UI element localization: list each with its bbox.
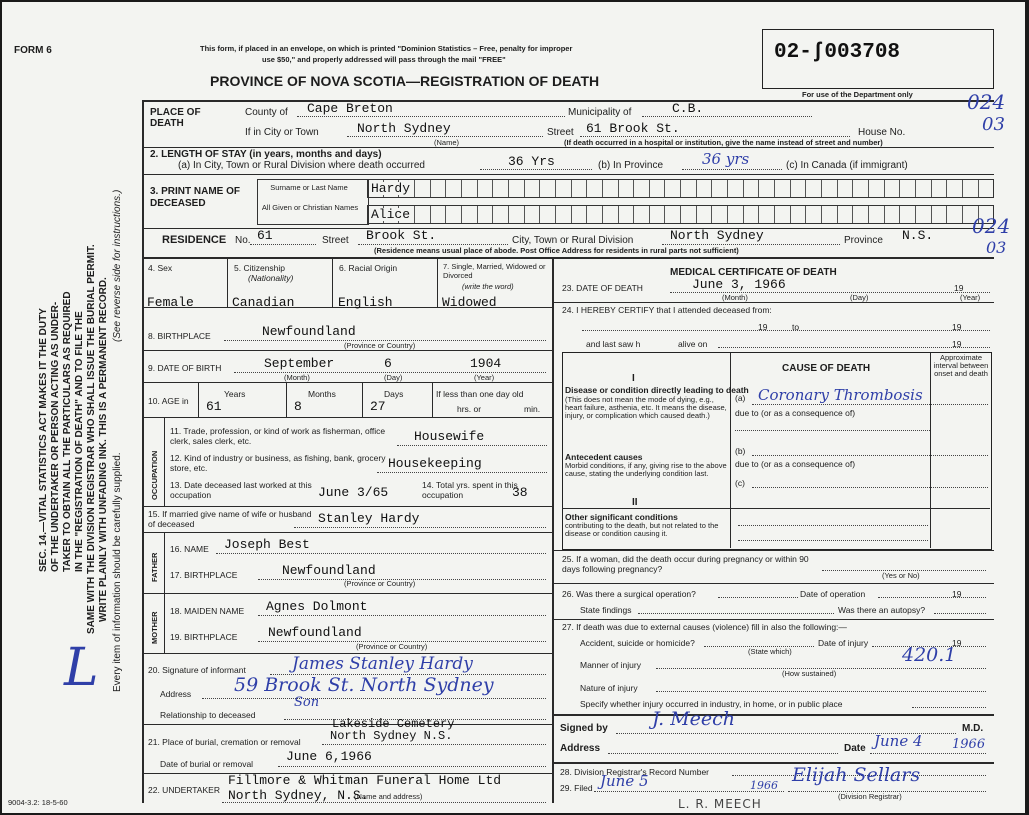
ln <box>142 506 552 507</box>
sidebar-text-1: SEC. 14.—VITAL STATISTICS ACT MAKES IT THE DUTY <box>38 308 49 572</box>
dotline <box>297 116 565 117</box>
sidebar-text-3: TAKER TO OBTAIN ALL THE PARTICULARS AS REQUIRED <box>62 291 73 572</box>
q29-label: 29. Filed <box>560 783 593 793</box>
q25-label: 25. If a woman, did the death occur during pregnancy or within 90 days following pregnancy? <box>562 554 809 574</box>
dotline <box>202 698 546 699</box>
dotline <box>718 597 798 598</box>
spouse-label: 15. If married give name of wife or husband of deceased <box>148 509 312 529</box>
stay-b-label: (b) In Province <box>598 160 664 171</box>
residence-street-label: Street <box>322 235 349 246</box>
ln <box>930 353 931 548</box>
residence-province-label: Province <box>844 235 883 246</box>
how-sustained-caption: (How sustained) <box>782 669 837 678</box>
date-signed-year: 1966 <box>952 737 986 752</box>
ln <box>142 593 552 594</box>
undertaker-address: North Sydney, N.S. <box>228 788 369 803</box>
sidebar-text-6: WRITE PLAINLY WITH UNFADING INK. THIS IS A PERMANENT RECORD. <box>98 277 109 622</box>
age-hrs-label: hrs. or <box>457 404 482 414</box>
dod-value: June 3, 1966 <box>692 277 786 292</box>
dotline <box>594 791 784 792</box>
last-saw-label: and last saw h <box>586 339 641 349</box>
ln <box>437 258 438 308</box>
surname-boxes <box>367 179 994 198</box>
rule-4 <box>142 257 994 259</box>
dob-year: 1904 <box>470 356 502 371</box>
ln <box>164 418 165 506</box>
q27-label: 27. If death was due to external causes (violence) fill in also the following:— <box>562 622 847 632</box>
burial-place-label: 21. Place of burial, cremation or removal <box>148 737 301 747</box>
house-label: House No. <box>858 127 906 138</box>
birthplace-label: 8. BIRTHPLACE <box>148 331 211 341</box>
residence-code-1: 024 <box>972 214 1011 238</box>
alive-yr: 19 <box>952 339 962 349</box>
mother-bp-label: 19. BIRTHPLACE <box>170 632 238 642</box>
dob-day: 6 <box>384 356 392 371</box>
residence-city-label: City, Town or Rural Division <box>512 235 634 246</box>
dotline <box>912 707 986 708</box>
mother-name: Agnes Dolmont <box>266 599 368 614</box>
trade-value: Housewife <box>414 429 485 444</box>
informant-address: 59 Brook St. North Sydney <box>234 674 494 696</box>
city-label: If in City or Town <box>245 127 319 138</box>
given-value: Alice <box>371 207 411 222</box>
ln <box>142 350 552 351</box>
last-worked-label: 13. Date deceased last worked at this occupation <box>170 480 312 500</box>
burial-place: Lakeside Cemetery <box>332 717 455 731</box>
name-caption: (Name) <box>434 138 460 147</box>
bottom-signature: L. R. MEECH <box>678 797 762 811</box>
age-days-label: Days <box>384 389 404 399</box>
citizenship-sub: (Nationality) <box>248 273 294 283</box>
mother-bp: Newfoundland <box>268 625 362 640</box>
ln <box>562 508 990 509</box>
ln <box>362 383 363 417</box>
mother-side-label: MOTHER <box>150 611 159 644</box>
state-findings-label: State findings <box>580 605 632 615</box>
father-name-label: 16. NAME <box>170 544 209 554</box>
informant-address-label: Address <box>160 689 192 699</box>
cause-a-prefix: (a) <box>735 393 746 403</box>
rule-left <box>142 100 144 803</box>
birthplace-value: Newfoundland <box>262 324 356 339</box>
place-code-2: 03 <box>982 114 1005 135</box>
age-days: 27 <box>370 399 386 414</box>
sex-label: 4. Sex <box>148 263 173 273</box>
q25-yes-no: (Yes or No) <box>882 571 920 580</box>
dotline <box>580 136 850 137</box>
physician-signature: J. Meech <box>652 708 736 730</box>
spouse-value: Stanley Hardy <box>318 511 420 526</box>
dotline <box>294 527 546 528</box>
cause-title: CAUSE OF DEATH <box>782 363 871 374</box>
total-years-label: 14. Total yrs. spent in this occupation <box>422 480 518 500</box>
father-bp-caption: (Province or Country) <box>344 579 416 588</box>
name-label: 3. PRINT NAME OF DECEASED <box>150 186 241 209</box>
cause-a-value: Coronary Thrombosis <box>758 386 923 404</box>
dob-month-caption: (Month) <box>284 373 310 382</box>
registration-number: 02-ʃ003708 <box>774 41 901 64</box>
date-signed-label: Date <box>844 743 866 754</box>
age-min-label: min. <box>524 404 541 414</box>
form-code: 9004-3.2: 18-5-60 <box>8 798 68 807</box>
certify-label: 24. I HEREBY CERTIFY that I attended deceased from: <box>562 305 772 315</box>
rule-2 <box>142 174 994 175</box>
given-label: All Given or Christian Names <box>261 203 359 212</box>
residence-no: 61 <box>257 228 273 243</box>
racial-value: English <box>338 295 393 310</box>
registrar-caption: (Division Registrar) <box>838 792 902 801</box>
physician-address-label: Address <box>560 743 601 754</box>
form-title: PROVINCE OF NOVA SCOTIA—REGISTRATION OF DEATH <box>210 73 600 89</box>
md-label: M.D. <box>962 723 984 734</box>
certify-to-label: to <box>792 322 800 332</box>
street-value: 61 Brook St. <box>586 121 680 136</box>
ln <box>553 619 994 620</box>
nature-label: Nature of injury <box>580 683 638 693</box>
rule-top <box>142 100 994 102</box>
injury-date-label: Date of injury <box>818 638 869 648</box>
antecedent-label: Antecedent causes <box>565 452 643 462</box>
rule-1 <box>142 147 994 148</box>
dob-year-caption: (Year) <box>474 373 495 382</box>
dotline <box>870 753 986 754</box>
undertaker-label: 22. UNDERTAKER <box>148 785 220 795</box>
citizenship-value: Canadian <box>232 295 295 310</box>
dotline <box>250 244 316 245</box>
medical-title: MEDICAL CERTIFICATE OF DEATH <box>670 267 837 278</box>
surname-label: Surname or Last Name <box>270 183 348 192</box>
q26-label: 26. Was there a surgical operation? <box>562 589 696 599</box>
mother-name-label: 18. MAIDEN NAME <box>170 606 245 616</box>
ln <box>142 417 552 418</box>
burial-place-2: North Sydney N.S. <box>330 729 453 743</box>
dotline <box>752 487 988 488</box>
accident-label: Accident, suicide or homicide? <box>580 638 695 648</box>
ln <box>730 353 731 548</box>
dotline <box>718 347 990 348</box>
citizenship-label: 5. Citizenship <box>234 263 286 273</box>
certify-yr-1: 19 <box>758 322 768 332</box>
marital-sub: (write the word) <box>462 282 514 291</box>
last-worked-value: June 3/65 <box>318 485 389 500</box>
marital-label: 7. Single, Married, Widowed or Divorced <box>443 262 546 280</box>
ln <box>553 762 994 764</box>
dod-month-caption: (Month) <box>722 293 748 302</box>
given-boxes <box>367 205 994 224</box>
ln <box>553 714 994 716</box>
cause-c-prefix: (c) <box>735 478 745 488</box>
op-date-label: Date of operation <box>800 589 866 599</box>
dotline <box>752 455 988 456</box>
father-bp-label: 17. BIRTHPLACE <box>170 570 238 580</box>
street-label: Street <box>547 127 574 138</box>
burial-date-label: Date of burial or removal <box>160 759 254 769</box>
age-years-label: Years <box>224 389 246 399</box>
ln <box>227 258 228 308</box>
municipality-value: C.B. <box>672 101 704 116</box>
municipality-label: Municipality of <box>568 107 632 118</box>
occupation-side-label: OCCUPATION <box>150 450 159 500</box>
residence-city: North Sydney <box>670 228 764 243</box>
dob-day-caption: (Day) <box>384 373 403 382</box>
dotline <box>752 404 988 405</box>
dotline <box>642 116 812 117</box>
certify-yr-2: 19 <box>952 322 962 332</box>
dotline <box>738 540 928 541</box>
disease-note: (This does not mean the mode of dying, e.g., heart failure, asthenia, etc. It means the disease, injury, or complication which caused death.) <box>565 395 727 420</box>
birthplace-caption: (Province or Country) <box>344 341 416 350</box>
trade-label: 11. Trade, profession, or kind of work as fisherman, office clerk, sales clerk, etc. <box>170 426 386 446</box>
dotline <box>582 330 990 331</box>
dotline <box>738 525 928 526</box>
dotline <box>258 615 546 616</box>
ln <box>142 532 552 533</box>
postal-note-line2: use $50," and properly addressed will pass through the mail "FREE" <box>262 55 506 64</box>
sidebar-text-7: (See reverse side for instructions.) <box>112 189 123 342</box>
burial-date: June 6,1966 <box>286 749 372 764</box>
informant-signature: James Stanley Hardy <box>292 654 473 674</box>
ln <box>286 383 287 417</box>
undertaker-caption: (Name and address) <box>354 792 423 801</box>
manner-label: Manner of injury <box>580 660 641 670</box>
autopsy-label: Was there an autopsy? <box>838 605 926 615</box>
injury-date-yr: 19 <box>952 638 962 648</box>
form-number: FORM 6 <box>14 45 52 56</box>
stay-label: 2. LENGTH OF STAY (in years, months and days) <box>150 149 382 160</box>
q28-label: 28. Division Registrar's Record Number <box>560 767 710 777</box>
age-label: 10. AGE in <box>148 396 189 406</box>
father-name: Joseph Best <box>224 537 310 552</box>
disease-label: Disease or condition directly leading to death <box>565 385 749 395</box>
place-label: PLACE OF DEATH <box>150 107 201 129</box>
ln <box>553 302 994 303</box>
industry-label: 12. Kind of industry or business, as fishing, bank, grocery store, etc. <box>170 453 386 473</box>
sidebar-text-8: Every item of information should be carefully supplied. <box>112 452 123 692</box>
age-months-label: Months <box>308 389 336 399</box>
signed-by-label: Signed by <box>560 723 608 734</box>
date-signed-value: June 4 <box>874 732 923 750</box>
dotline <box>480 169 592 170</box>
residence-no-label: No. <box>235 235 251 246</box>
age-months: 8 <box>294 399 302 414</box>
dotline <box>278 766 546 767</box>
sidebar-text-5: SAME WITH THE DIVISION REGISTRAR WHO SHALL ISSUE THE BURIAL PERMIT. <box>86 244 97 634</box>
county-value: Cape Breton <box>307 101 393 116</box>
ln <box>553 550 994 551</box>
residence-code-2: 03 <box>986 238 1007 257</box>
filed-date: June 5 <box>600 772 649 790</box>
dod-year-caption: (Year) <box>960 293 981 302</box>
residence-street: Brook St. <box>366 228 437 243</box>
dotline <box>377 472 547 473</box>
other-label: Other significant conditions <box>565 512 678 522</box>
dotline <box>934 613 986 614</box>
registrar-signature: Elijah Sellars <box>792 764 921 786</box>
total-years-value: 38 <box>512 485 528 500</box>
dotline <box>638 613 834 614</box>
ln <box>553 583 994 584</box>
part-2-label: II <box>632 497 638 508</box>
dotline <box>397 445 547 446</box>
postal-note-line1: This form, if placed in an envelope, on which is printed "Dominion Statistics – Free, penalty for improper <box>200 44 573 53</box>
dob-month: September <box>264 356 335 371</box>
dotline <box>222 802 546 803</box>
residence-note: (Residence means usual place of abode. Post Office Address for residents in rural parts not sufficient) <box>374 246 739 255</box>
residence-label: RESIDENCE <box>162 234 227 246</box>
relationship-label: Relationship to deceased <box>160 710 256 720</box>
stay-a-label: (a) In City, Town or Rural Division where death occurred <box>178 160 425 171</box>
racial-label: 6. Racial Origin <box>339 263 398 273</box>
stay-a-value: 36 Yrs <box>508 154 555 169</box>
age-years: 61 <box>206 399 222 414</box>
specify-label: Specify whether injury occurred in industry, in home, or in public place <box>580 699 843 709</box>
ln <box>332 258 333 308</box>
state-which-caption: (State which) <box>748 647 792 656</box>
ln <box>432 383 433 417</box>
interval-header: Approximate interval between onset and death <box>933 353 989 378</box>
place-code-1: 024 <box>967 90 1006 114</box>
dotline <box>347 136 543 137</box>
marital-value: Widowed <box>442 295 497 310</box>
residence-province: N.S. <box>902 228 934 243</box>
other-note: contributing to the death, but not related to the disease or condition causing it. <box>565 521 719 538</box>
part-1-label: I <box>632 373 635 384</box>
dotline <box>656 691 986 692</box>
dotline <box>735 430 930 431</box>
due-to-b: due to (or as a consequence of) <box>735 459 856 469</box>
dotline <box>670 292 990 293</box>
sex-value: Female <box>147 295 194 310</box>
filed-year: 1966 <box>750 779 778 792</box>
mother-bp-caption: (Province or Country) <box>356 642 428 651</box>
margin-mark: L <box>64 638 99 698</box>
code-420: 420.1 <box>902 644 957 666</box>
surname-value: Hardy <box>371 181 411 196</box>
dotline <box>358 244 508 245</box>
county-label: County of <box>245 107 288 118</box>
dob-label: 9. DATE OF BIRTH <box>148 363 222 373</box>
informant-sig-label: 20. Signature of informant <box>148 665 246 675</box>
cause-b-prefix: (b) <box>735 446 746 456</box>
father-side-label: FATHER <box>150 552 159 582</box>
ln <box>142 382 552 383</box>
dod-label: 23. DATE OF DEATH <box>562 283 643 293</box>
dotline <box>608 753 838 754</box>
dotline <box>216 553 546 554</box>
due-to-a: due to (or as a consequence of) <box>735 408 856 418</box>
dod-year-prefix: 19 <box>954 283 964 293</box>
father-bp: Newfoundland <box>282 563 376 578</box>
informant-relationship: Son <box>294 695 320 710</box>
city-value: North Sydney <box>357 121 451 136</box>
ln <box>198 383 199 417</box>
sidebar-text-2: OF THE UNDERTAKER OR PERSON ACTING AS UNDER- <box>50 301 61 572</box>
dotline <box>878 597 986 598</box>
dod-day-caption: (Day) <box>850 293 869 302</box>
stay-c-label: (c) In Canada (if immigrant) <box>786 160 908 171</box>
antecedent-note: Morbid conditions, if any, giving rise to the above cause, stating the underlying condition last. <box>565 461 727 478</box>
sidebar-text-4: IN THE "REGISTRATION OF DEATH" AND TO FILE THE <box>74 311 85 572</box>
undertaker-name: Fillmore & Whitman Funeral Home Ltd <box>228 773 502 788</box>
age-less-label: If less than one day old <box>436 389 524 399</box>
hospital-note: (If death occurred in a hospital or institution, give the name instead of street and number) <box>564 138 883 147</box>
alive-on-label: alive on <box>678 339 708 349</box>
dotline <box>322 744 546 745</box>
stay-b-value: 36 yrs <box>702 150 750 168</box>
rule-center <box>552 257 554 803</box>
dept-use-label: For use of the Department only <box>802 90 913 99</box>
op-date-yr: 19 <box>952 589 962 599</box>
dotline <box>682 169 782 170</box>
death-registration-form <box>2 2 1025 813</box>
industry-value: Housekeeping <box>388 456 482 471</box>
dotline <box>662 244 840 245</box>
